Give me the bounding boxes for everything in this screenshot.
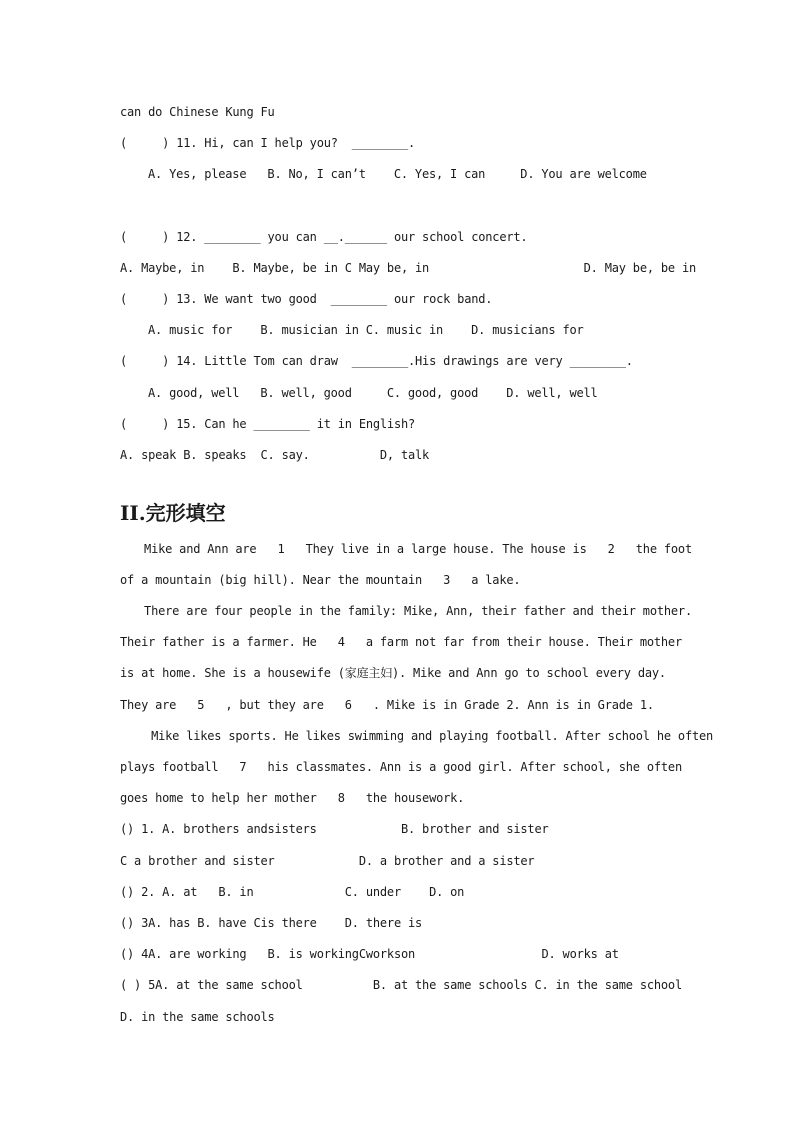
question-12: ( ) 12. ________ you can __.______ our school concert. [120,230,528,244]
question-11: ( ) 11. Hi, can I help you? ________. [120,136,416,150]
question-11-options: A. Yes, please B. No, I can’t C. Yes, I can D. You are welcome [148,167,647,181]
passage-line-8: plays football 7 his classmates. Ann is a good girl. After school, she often [120,760,682,774]
section-heading-cloze: II.完形填空 [120,501,226,525]
passage-line-2: of a mountain (big hill). Near the mountain 3 a lake. [120,573,521,587]
question-13-options: A. music for B. musician in C. music in D. musicians for [148,323,584,337]
cloze-question-5-cont: D. in the same schools [120,1010,275,1024]
cloze-question-1: () 1. A. brothers andsisters B. brother and sister [120,822,549,836]
question-15-options: A. speak B. speaks C. say. D, talk [120,448,430,462]
passage-line-6: They are 5 , but they are 6 . Mike is in Grade 2. Ann is in Grade 1. [120,698,654,712]
passage-line-7: Mike likes sports. He likes swimming and playing football. After school he often [130,729,714,743]
question-15: ( ) 15. Can he ________ it in English? [120,417,416,431]
question-13: ( ) 13. We want two good ________ our rock band. [120,292,493,306]
passage-line-5: is at home. She is a housewife (家庭主妇). Mike and Ann go to school every day. [120,666,666,680]
question-12-options: A. Maybe, in B. Maybe, be in C May be, in D. May be, be in [120,261,697,275]
question-14-options: A. good, well B. well, good C. good, good D. well, well [148,386,598,400]
passage-line-3: There are four people in the family: Mike, Ann, their father and their mother. [130,604,692,618]
passage-line-4: Their father is a farmer. He 4 a farm not far from their house. Their mother [120,635,682,649]
passage-line-9: goes home to help her mother 8 the housework. [120,791,465,805]
text-line-kungfu: can do Chinese Kung Fu [120,105,275,119]
cloze-question-4: () 4A. are working B. is workingCworkson D. works at [120,947,619,961]
cloze-question-3: () 3A. has B. have Cis there D. there is [120,916,423,930]
cloze-question-1-cont: C a brother and sister D. a brother and a sister [120,854,535,868]
question-14: ( ) 14. Little Tom can draw ________.His drawings are very ________. [120,354,633,368]
cloze-question-2: () 2. A. at B. in C. under D. on [120,885,465,899]
cloze-question-5: ( ) 5A. at the same school B. at the same schools C. in the same school [120,978,682,992]
passage-line-1: Mike and Ann are 1 They live in a large house. The house is 2 the foot [130,542,692,556]
